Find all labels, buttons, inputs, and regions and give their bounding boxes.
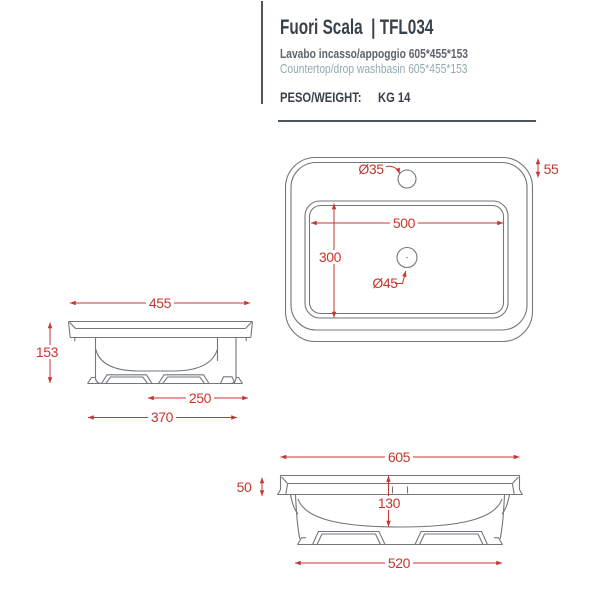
subtitle-english: Countertop/drop washbasin 605*455*153: [280, 61, 468, 76]
dim-overall-height: 153: [33, 345, 61, 359]
dim-overall-width: 605: [385, 450, 413, 464]
dim-basin-width: 500: [390, 216, 418, 230]
dim-hole-offset: 55: [543, 161, 559, 177]
dim-overall-depth: 455: [146, 296, 174, 310]
dim-base-inner-depth: 250: [186, 391, 214, 405]
faucet-leader-arrow: [386, 166, 400, 174]
side-view-dimension-lines: [50, 303, 250, 418]
weight-label: PESO/WEIGHT:: [280, 89, 362, 105]
dim-base-width: 520: [385, 556, 413, 570]
drain-center-dot: [406, 257, 408, 259]
dim-bowl-inner-height: 130: [375, 496, 403, 510]
dim-rim-height: 50: [236, 479, 252, 495]
faucet-hole-circle: [398, 170, 416, 188]
weight-value: KG 14: [377, 89, 411, 105]
dim-faucet-hole: Ø35: [358, 161, 384, 177]
dim-basin-depth: 300: [316, 250, 344, 264]
bowl-section-curve: [96, 349, 218, 372]
side-view-linework: [69, 322, 253, 384]
dim-drain-hole: Ø45: [372, 275, 398, 291]
front-view-linework: [278, 476, 522, 545]
product-title-text: Fuori Scala | TFL034: [280, 16, 434, 39]
subtitle-italian: Lavabo incasso/appoggio 605*455*153: [280, 47, 469, 61]
dim-base-depth: 370: [148, 410, 176, 424]
